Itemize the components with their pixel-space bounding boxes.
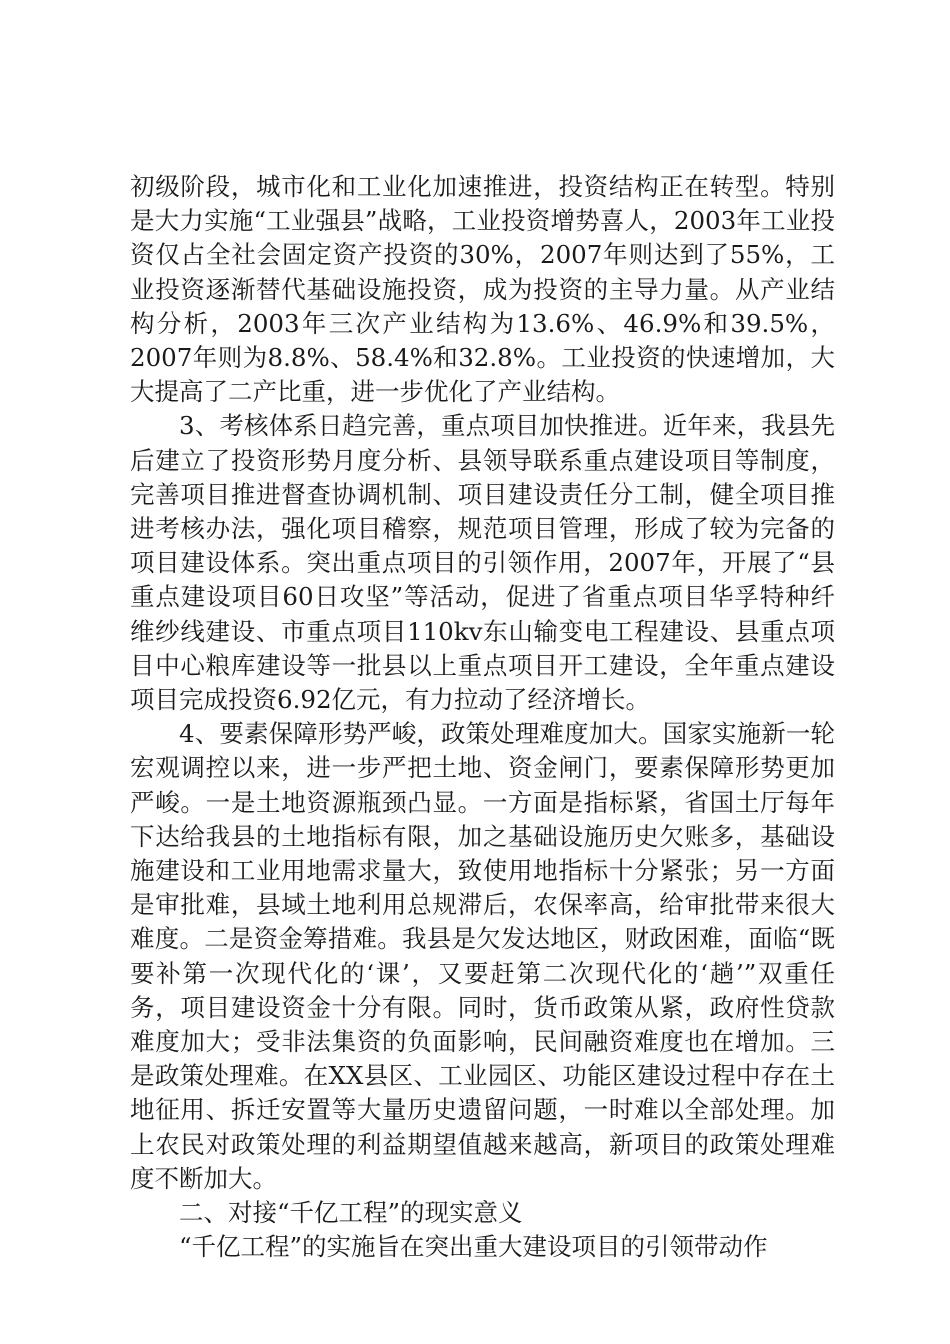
paragraph-factor-guarantee: 4、要素保障形势严峻，政策处理难度加大。国家实施新一轮宏观调控以来，进一步严把土地、资金闸门，要素保障形势更加严峻。一是土地资源瓶颈凸显。一方面是指标紧，省国土厅每年下达给我县的土地指标有限，加之基础设施历史欠账多，基础设施建设和工业用地需求量大，致使用地指标十分紧张；另一方面是审批难，县域土地利用总规滞后，农保率高，给审批带来很大难度。二是资金筹措难。我县是欠发达地区，财政困难，面临“既要补第一次现代化的‘课’，又要赶第二次现代化的‘趟’”双重任务，项目建设资金十分有限。同时，货币政策从紧，政府性贷款难度加大；受非法集资的负面影响，民间融资难度也在增加。三是政策处理难。在XX县区、工业园区、功能区建设过程中存在土地征用、拆迁安置等大量历史遗留问题，一时难以全部处理。加上农民对政策处理的利益期望值越来越高，新项目的政策处理难度不断加大。 (130, 719, 835, 1193)
paragraph-investment-structure: 初级阶段，城市化和工业化加速推进，投资结构正在转型。特别是大力实施“工业强县”战略，工业投资增势喜人，2003年工业投资仅占全社会固定资产投资的30%，2007年则达到了55%，工业投资逐渐替代基础设施投资，成为投资的主导力量。从产业结构分析，2003年三次产业结构为13.6%、46.9%和39.5%，2007年则为8.8%、58.4%和32.8%。工业投资的快速增加，大大提高了二产比重，进一步优化了产业结构。 (130, 172, 835, 407)
paragraph-closing: “千亿工程”的实施旨在突出重大建设项目的引领带动作 (179, 1232, 768, 1262)
section-heading: 二、对接“千亿工程”的现实意义 (179, 1198, 523, 1228)
document-body (130, 170, 835, 1265)
paragraph-assessment-system: 3、考核体系日趋完善，重点项目加快推进。近年来，我县先后建立了投资形势月度分析、县领导联系重点建设项目等制度，完善项目推进督查协调机制、项目建设责任分工制，健全项目推进考核办法，强化项目稽察，规范项目管理，形成了较为完备的项目建设体系。突出重点项目的引领作用，2007年，开展了“县重点建设项目60日攻坚”等活动，促进了省重点项目华孚特种纤维纱线建设、市重点项目110kv东山输变电工程建设、县重点项目中心粮库建设等一批县以上重点项目开工建设，全年重点建设项目完成投资6.92亿元，有力拉动了经济增长。 (130, 411, 835, 715)
